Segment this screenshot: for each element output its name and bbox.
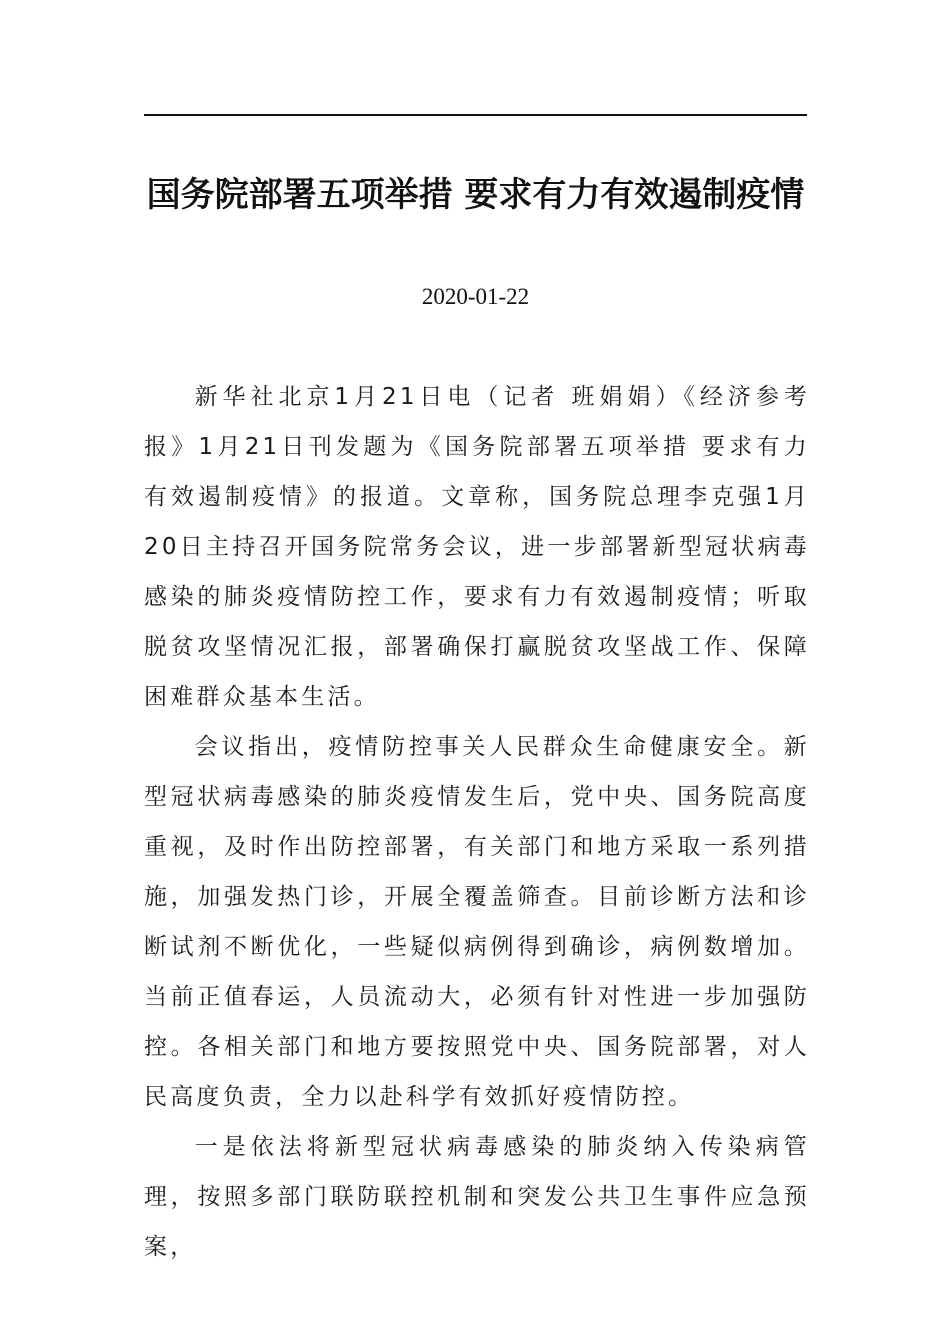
- document-title: 国务院部署五项举措 要求有力有效遏制疫情: [146, 175, 805, 215]
- paragraph: 会议指出，疫情防控事关人民群众生命健康安全。新型冠状病毒感染的肺炎疫情发生后，党中央、国务院高度重视，及时作出防控部署，有关部门和地方采取一系列措施，加强发热门诊，开展全覆盖筛查。目前诊断方法和诊断试剂不断优化，一些疑似病例得到确诊，病例数增加。当前正值春运，人员流动大，必须有针对性进一步加强防控。各相关部门和地方要按照党中央、国务院部署，对人民高度负责，全力以赴科学有效抓好疫情防控。: [144, 734, 810, 1110]
- paragraph: 新华社北京1月21日电（记者 班娟娟）《经济参考报》1月21日刊发题为《国务院部署五项举措 要求有力有效遏制疫情》的报道。文章称，国务院总理李克强1月20日主持召开国务院常务会议，进一步部署新型冠状病毒感染的肺炎疫情防控工作，要求有力有效遏制疫情；听取脱贫攻坚情况汇报，部署确保打赢脱贫攻坚战工作、保障困难群众基本生活。: [144, 384, 810, 710]
- header-rule: [144, 114, 807, 116]
- document-date: 2020-01-22: [421, 284, 530, 309]
- paragraph: 一是依法将新型冠状病毒感染的肺炎纳入传染病管理，按照多部门联防联控机制和突发公共卫生事件应急预案，: [144, 1134, 810, 1260]
- article-body: [144, 372, 810, 1272]
